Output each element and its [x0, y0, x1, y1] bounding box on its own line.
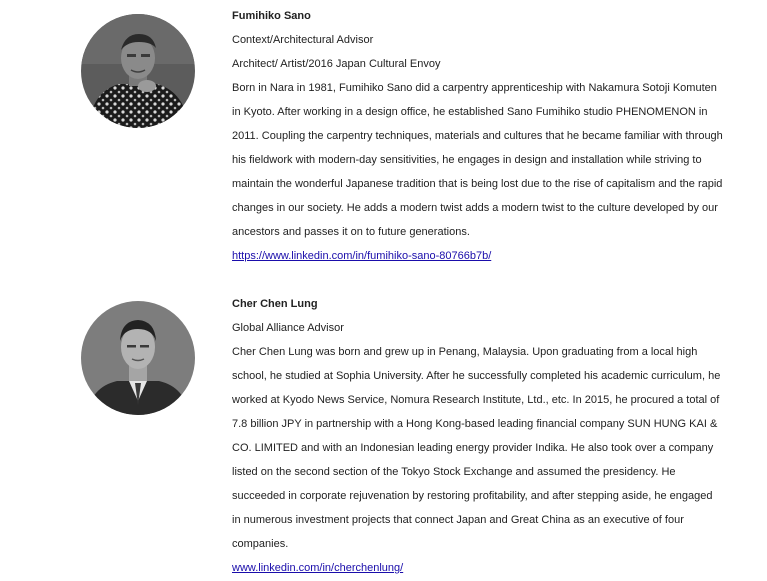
profile-text: [232, 4, 723, 268]
bio-line: listed on the second section of the Tokyo Stock Exchange and assumed the presidency. He: [232, 466, 676, 478]
bio-line: 7.8 billion JPY in partnership with a Hong Kong-based leading financial company SUN HUNG KAI &: [232, 418, 718, 430]
avatar-photo: [81, 14, 195, 128]
linkedin-link[interactable]: https://www.linkedin.com/in/fumihiko-sano-80766b7b/: [232, 250, 492, 262]
bio-line: CO. LIMITED and with an Indonesian leading energy provider Indika. He also took over a company: [232, 442, 714, 454]
bio-line: worked at Kyodo News Service, Nomura Research Institute, Ltd., etc. In 2015, he procured a total of: [232, 394, 720, 406]
profile-text: [232, 292, 721, 580]
bio-line: ancestors and passes it on to future generations.: [232, 226, 470, 238]
bio-line: changes in our society. He adds a modern twist adds a modern twist to the culture developed by our: [232, 202, 718, 214]
bio-line: school, he studied at Sophia University. After he successfully completed his academic curriculum, he: [232, 370, 721, 382]
profile-role: Global Alliance Advisor: [232, 322, 344, 334]
bio-line: his fieldwork with modern-day sensitivities, he engages in design and installation while striving to: [232, 154, 702, 166]
bio-line: in Kyoto. After working in a design office, he established Sano Fumihiko studio PHENOMENON in: [232, 106, 708, 118]
profile-name: Cher Chen Lung: [232, 298, 318, 310]
bio-line: in numerous investment projects that connect Japan and Great China as an executive of four: [232, 514, 684, 526]
bio-line: succeeded in corporate rejuvenation by restoring profitability, and after stepping aside, he engaged: [232, 490, 713, 502]
bio-line: Cher Chen Lung was born and grew up in Penang, Malaysia. Upon graduating from a local high: [232, 346, 698, 358]
profile-subtitle: Architect/ Artist/2016 Japan Cultural Envoy: [232, 58, 441, 70]
profile-role: Context/Architectural Advisor: [232, 34, 374, 46]
bio-line: companies.: [232, 538, 289, 550]
bio-line: maintain the wonderful Japanese tradition that is being lost due to the rise of capitalism and the rapid: [232, 178, 723, 190]
avatar-photo: [81, 301, 195, 415]
linkedin-link[interactable]: www.linkedin.com/in/cherchenlung/: [232, 562, 404, 574]
portrait-image: [81, 14, 195, 128]
bio-line: Born in Nara in 1981, Fumihiko Sano did a carpentry apprenticeship with Nakamura Sotoji Komuten: [232, 82, 717, 94]
portrait-image: [81, 301, 195, 415]
bio-line: 2011. Coupling the carpentry techniques, materials and cultures that he became familiar with through: [232, 130, 723, 142]
profile-name: Fumihiko Sano: [232, 10, 311, 22]
